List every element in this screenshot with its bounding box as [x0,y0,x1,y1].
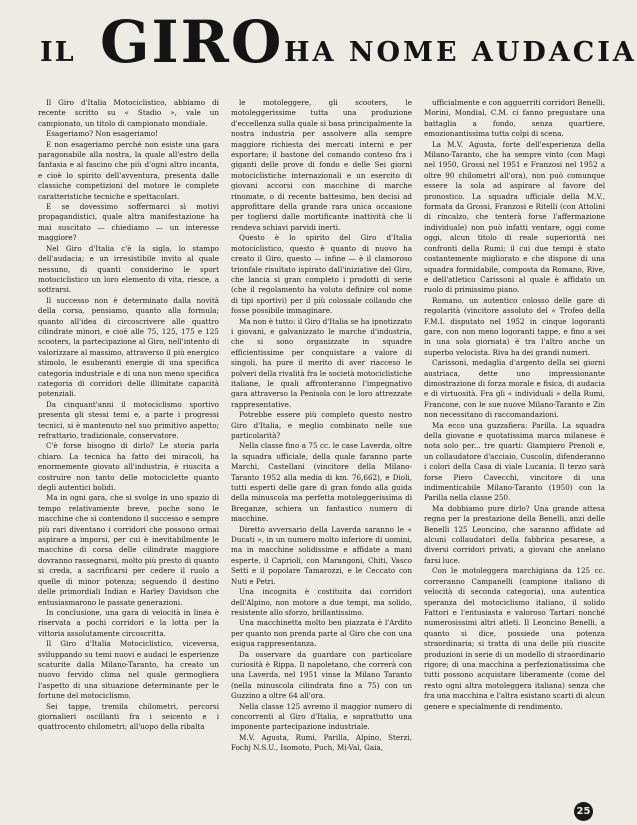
paragraph: Questo è lo spirito del Giro d'Italia motociclistico, questo è quanto di nuovo ha creato il Giro, questo — infine — è il clamoroso trionfale risultato ispirato dall'iniziative del Giro, che lancia si gran completo i prodotti di serie (che il regolamento ha voluto definire col nome di tipi sportivi) per il più colossale collaudo che fosse possibile immaginare. [231,233,412,316]
headline-word-il: IL [40,37,76,68]
paragraph: Carissoni, medaglia d'argento della sei giorni austriaca, dette uno impressionante dimostrazione di forza morale e fisica, di audacia e di virtuosità. Fra gli « individuali » della Rumi, Francone, con le sue nuove Milano-Taranto e Zin non necessitano di raccomandazioni. [424,358,605,420]
paragraph: Diretto avversario della Laverda saranno le « Ducati », in un numero molto inferiore di uomini, ma in macchine solidissime e affidate a mani esperte, il Caprioli, con Marangoni, Chiti, Vasco Setti e il popolare Tamarozzi, e le Ceccato con Nuti e Petri. [231,524,412,586]
article-body [38,98,606,818]
paragraph: E non esageriamo perché non esiste una gara paragonabile alla nostra, la quale all'estro della fantasia e al fascino che più d'ogni altro incanta, e cioè lo spirito dell'avventura, presenta dalle classiche competizioni del motore le complete caratteristiche tecniche e spettacolari. [38,139,219,201]
paragraph: Potrebbe essere più completo questo nostro Giro d'Italia, e meglio combinato nelle sue particolarità? [231,410,412,440]
paragraph: La M.V. Agusta, forte dell'esperienza della Milano-Taranto, che ha sempre vinto (con Magi nel 1950, Grossi nel 1951 e Franzosi nel 1952 a oltre 90 chilometri all'ora), non può comunque essere la sola ad aspirare al favore del pronostico. La squadra ufficiale della M.V., formata da Grossi, Franzosi e Ritelli (con Attolini di rincalzo, che tenterà forse l'affermazione individuale) non può infatti ventare, oggi come oggi, alcun titolo di reale superiorità nei confronti della Rumi; il cui due tempi è stato costantemente migliorato e che dispone di una squadra formidabile, composta da Romano, Rive, e dell'atletico Carissoni al quale è affidato un ruolo di primissimo piano. [424,139,605,295]
paragraph: M.V. Agusta, Rumi, Parilla, Alpino, Sterzi, Fochj N.S.U., Isomoto, Puch, Mi-Val, Gaia, [231,732,412,753]
headline-word-ha-nome-audacia: HA NOME AUDACIA [284,37,637,68]
paragraph: Da osservare da guardare con particolare curiosità è Rippa. Il napoletano, che correrà con una Laverda, nel 1951 vinse la Milano Taranto (nella minuscola cilindrata fino a 75) con un Guzzino a oltre 64 all'ora. [231,649,412,701]
paragraph: Nel Giro d'Italia c'è la sigla, lo stampo dell'audacia; e un irresistibile invito al quale nessuno, di quanti considerino le sport motociclistico un loro elemento di vita, riesce, a sottrarsi. [38,243,219,295]
paragraph: In conclusione, una gara di velocità in linea è riservata a pochi corridori e la lotta per la vittoria assolutamente circoscritta. [38,607,219,638]
paragraph: Sei tappe, tremila chilometri, percorsi giornalieri oscillanti fra i seicento e i quattrocento chilometri; all'uopo della ribalta [38,701,219,732]
paragraph: Esageriamo? Non esageriamo! [46,129,159,139]
paragraph: Con le motoleggera marchigiana da 125 cc. correranno Campanelli (campione italiano di velocità di seconda categoria), una autentica speranza del motociclismo italiano, il solido Fattori e l'entusiasta e valoroso Tartari nonché numerosissimi altri atleti. Il Leoncino Benelli, a quanto si dice, possiede una potenza straordinaria; si tratta di una delle più riuscite produzioni in serie di un modello di straordinario rigore; di una macchina a perfezionatissima che tutti possono acquistare liberamente (come del resto ogni altra motoleggera italiana) senza che fra una macchina e l'altra esistano scarti di alcun genere e specialmente di rendimento. [424,566,605,711]
paragraph: Il successo non è determinato dalla novità della corsa, pensiamo, quanto alla formula; quanto all'idea di circoscrivere alle quattro cilindrate minori, e cioè alle 75, 125, 175 e 125 scooters, la partecipazione al Giro, nell'intento di valorizzare al massimo, attraverso il più energico stimolo, le esuberanti energie di una specifica categoria industriale e di una non meno specifica categoria di corridori delle illimitate capacità potenziali. [38,295,219,399]
paragraph: Nella classe 125 avremo il maggior numero di concorrenti al Giro d'Italia, e soprattutto una imponente partecipazione industriale. [231,701,412,732]
column-2 [231,98,412,818]
paragraph: Da cinquant'anni il motociclismo sportivo presenta gli stessi temi e, a parte i progressi tecnici, si è mantenuto nel suo primitivo aspetto; refrattario, tradizionale, conservatore. [38,399,219,440]
paragraph: Ma non è tutto: il Giro d'Italia se ha ipnotizzato i giovani, e galvanizzato le marche d'industria, che si sono organizzate in squadre efficientissime per conquistare a valore di singoli, ha pure il merito di aver riacceso le polveri della rivalità fra le società motociclistiche italiane, le quali affronteranno l'impegnativo gara attraverso la Penisola con le loro attrezzate rappresentative. [231,316,412,409]
paragraph: Ma ecco una guzzafiera: Parilla. La squadra della giovane e quotatissima marca milanese è nota solo per... tre quarti: Giampiero Prenoli e, un collaudatore d'acciaio, Cuscolin, difenderanno i colori della Casa di viale Lucania. Il terzo sarà forse Piero Cavecchi, vincitore di una indimenticabile Milano-Taranto (1950) con la Parilla nella classe 250. [424,420,605,503]
paragraph: Ma dobbiamo pure dirlo? Una grande attesa regna per la prestazione della Benelli, anzi delle Benelli 125 Leoncino, che saranno affidate ad alcuni collaudatori della fabbrica pesarese, a diversi corridori privati, a giovani che anelano farsi luce. [424,503,605,565]
headline [40,8,637,80]
paragraph: Una incognita è costituita dai corridori dell'Alpino, non motore a due tempi, ma solido, resistente allo sforzo, brillantissimo. [231,587,412,617]
paragraph: ufficialmente e con agguerriti corridori Benelli, Morini, Mondial, C.M. ci fanno pregustare una battaglia a fondo, senza quartiere, emozionantissima tutta colpi di scena. [424,98,605,139]
paragraph: Il Giro d'Italia Motociclistico, viceversa, sviluppando su temi nuovi e audaci le esperienze scaturite dalla Milano-Taranto, ha creato un nuovo fervido clima nel quale germogliera l'aspetto di una situazione determinante per le fortune del motociclismo. [38,639,219,701]
headline-word-giro: GIRO [100,8,284,76]
paragraph: Ma in ogni gara, che si svolge in uno spazio di tempo relativamente breve, poche sono le macchine che si contendono il successo e sempre più rari diventano i corridori che possono ormai aspirare a imporsi, per cui è inevitabilmente le macchine di corsa delle cilindrate maggiore dovranno rassegnarsi, molto più presto di quanto si creda, a sacrificarsi per cedere il ruolo a quelle di minor potenza; seguendo il destino delle primordiali Indian e Harley Davidson che entusiasmarono le passate generazioni. [38,493,219,607]
paragraph: Romano, un autentico colosso delle gare di regolarità (vincitore assoluto del « Trofeo della F.M.I. disputato nel 1952 in cinque logoranti gare, con non meno logoranti tappe, e fino a sei in una sola giornata) è tra l'altro anche un superbo velocista. Riva ha dei grandi numeri. [424,295,605,357]
paragraph: C'è forse bisogno di dirlo? Le storia parla chiaro. La tecnica ha fatto dei miracoli, ha enormemente giovato all'industria, è riuscita a costruire non tanto delle motociclette quanto degli autentici bolidi. [38,441,219,493]
paragraph: Il Giro d'Italia Motociclistico, abbiamo di recente scritto su « Stadio », vale un campionato, un titolo di campionato mondiale. [38,98,219,128]
paragraph: le motoleggere, gli scooters, le motoleggerissime tutta una produzione d'eccellenza sulla quale si basa principalmente la nostra industria per assolvere alla sempre maggiore richiesta dei mercati interni e per esportare; il bastone del comando conteso fra i giganti delle prove di fondo e delle Sei giorni motociclistiche internazionali e un esercito di giovani accorsi con macchine di marche rinomate, o di recente battesimo, ben decisi ad approfittare della grande rara unica occasione per togliersi dalle mortificante inattività che li rendeva schiavi parvidi inerti. [231,98,412,232]
page-number-badge: 25 [574,802,593,821]
column-1 [38,98,219,818]
paragraph: E se dovessimo soffermarci sì motivi propagandistici, quale altra manifestazione ha mai suscitato — chiediamo — un interesse maggiore? [38,202,219,243]
paragraph: Nella classe fino a 75 cc. le case Laverda, oltre la squadra ufficiale, della quale faranno parte Marchi, Castellani (vincitore della Milano-Taranto 1952 alla media di km. 76,662), e Dioli, tutti esperti delle gare di gran fondo alla guida della minuscola ma perfetta motoleggerissima di Breganze, schiera un fantastico numero di macchine. [231,441,412,524]
paragraph: Una macchinetta molto ben piazzata è l'Ardito per quanto non prenda parte al Giro che con una esigua rappresentanza. [231,618,412,649]
column-3 [424,98,605,818]
